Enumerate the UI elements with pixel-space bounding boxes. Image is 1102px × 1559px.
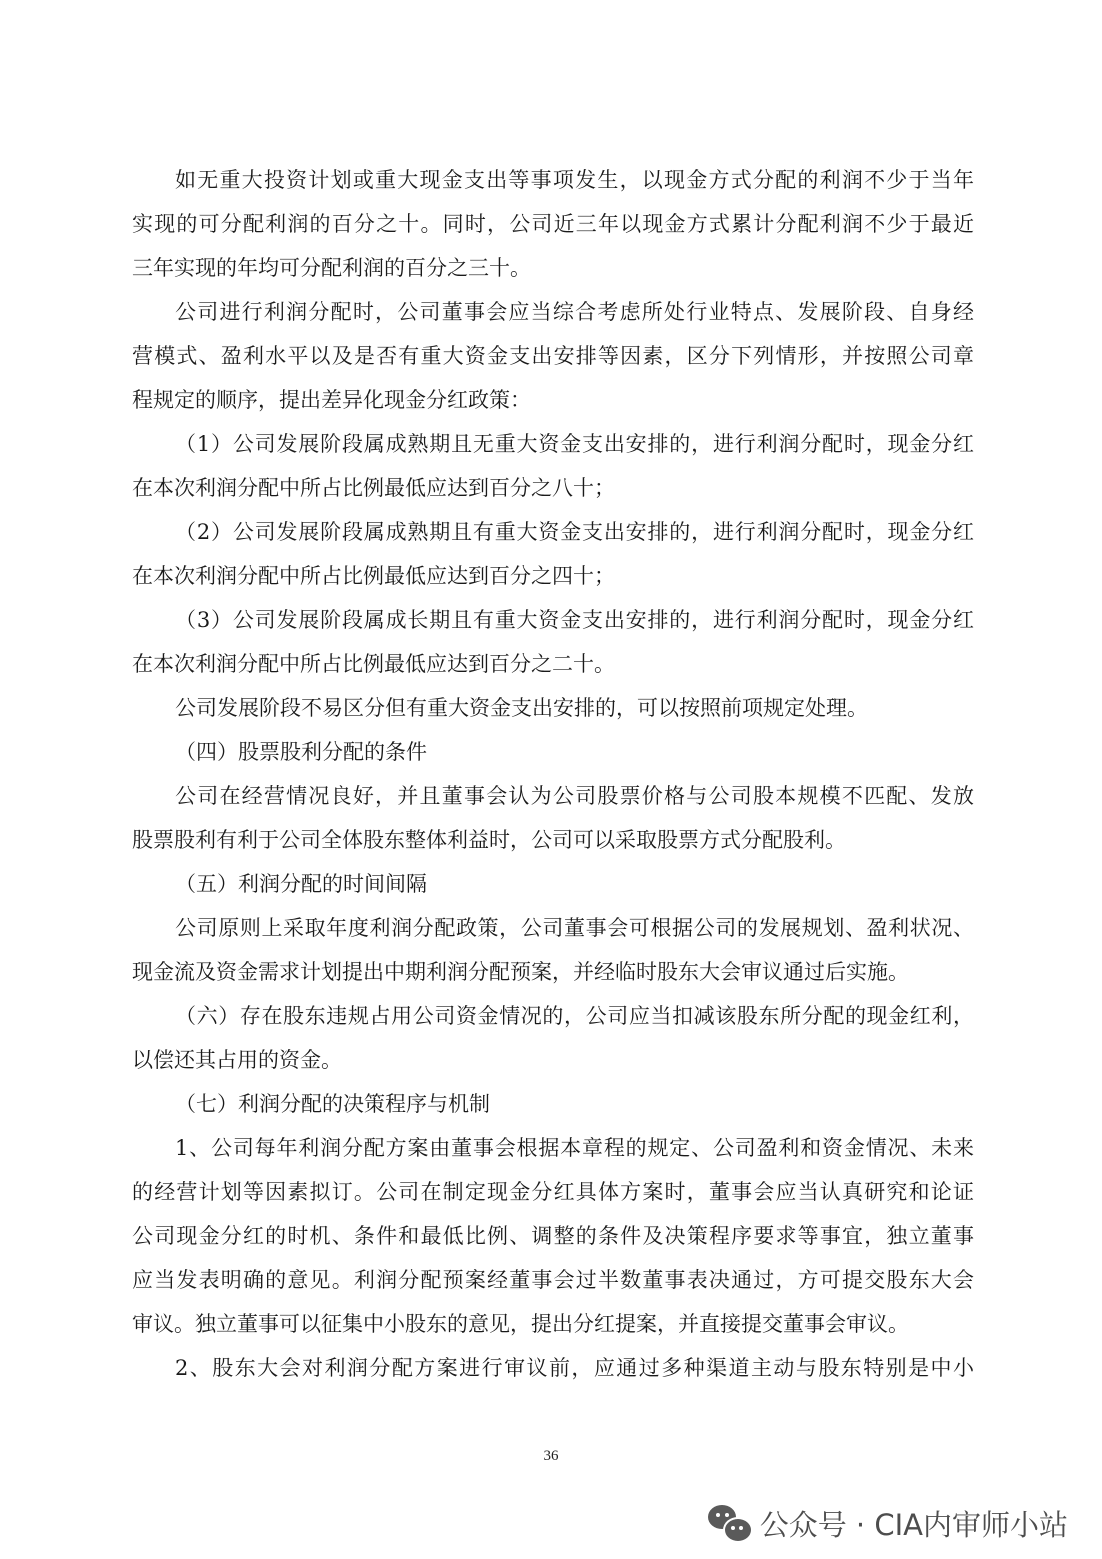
text-line: 程规定的顺序，提出差异化现金分红政策： (132, 388, 531, 412)
paragraph (132, 1126, 974, 1346)
paragraph (132, 1346, 974, 1390)
heading-text: （四）股票股利分配的条件 (175, 740, 427, 764)
section-heading (132, 862, 974, 906)
text-line: 公司现金分红的时机、条件和最低比例、调整的条件及决策程序要求等事宜，独立董事 (132, 1224, 974, 1248)
text-line: 现金流及资金需求计划提出中期利润分配预案，并经临时股东大会审议通过后实施。 (132, 960, 909, 984)
text-line: 应当发表明确的意见。利润分配预案经董事会过半数董事表决通过，方可提交股东大会 (132, 1268, 974, 1292)
paragraph (132, 774, 974, 862)
heading-text: （七）利润分配的决策程序与机制 (175, 1092, 490, 1116)
text-line: 审议。独立董事可以征集中小股东的意见，提出分红提案，并直接提交董事会审议。 (132, 1312, 909, 1336)
paragraph (132, 906, 974, 994)
text-line: 股票股利有利于公司全体股东整体利益时，公司可以采取股票方式分配股利。 (132, 828, 846, 852)
text-line: 在本次利润分配中所占比例最低应达到百分之八十； (132, 476, 615, 500)
text-line: 如无重大投资计划或重大现金支出等事项发生，以现金方式分配的利润不少于当年 (175, 168, 974, 192)
text-line: 公司发展阶段不易区分但有重大资金支出安排的，可以按照前项规定处理。 (175, 696, 868, 720)
text-line: （2）公司发展阶段属成熟期且有重大资金支出安排的，进行利润分配时，现金分红 (175, 520, 974, 544)
paragraph (132, 994, 974, 1082)
page-number: 36 (543, 1448, 559, 1464)
paragraph (132, 510, 974, 598)
text-line: 公司进行利润分配时，公司董事会应当综合考虑所处行业特点、发展阶段、自身经 (175, 300, 974, 324)
text-line: 实现的可分配利润的百分之十。同时，公司近三年以现金方式累计分配利润不少于最近 (132, 212, 974, 236)
text-line: 以偿还其占用的资金。 (132, 1048, 342, 1072)
paragraph (132, 158, 974, 290)
watermark-text: 公众号 · CIA内审师小站 (759, 1507, 1068, 1542)
paragraph (132, 686, 974, 730)
text-line: 三年实现的年均可分配利润的百分之三十。 (132, 256, 531, 280)
text-line: 的经营计划等因素拟订。公司在制定现金分红具体方案时，董事会应当认真研究和论证 (132, 1180, 974, 1204)
text-line: 2、股东大会对利润分配方案进行审议前，应通过多种渠道主动与股东特别是中小 (175, 1356, 974, 1380)
text-line: 1、公司每年利润分配方案由董事会根据本章程的规定、公司盈利和资金情况、未来 (175, 1136, 974, 1160)
heading-text: （五）利润分配的时间间隔 (175, 872, 427, 896)
text-line: （3）公司发展阶段属成长期且有重大资金支出安排的，进行利润分配时，现金分红 (175, 608, 974, 632)
section-heading (132, 730, 974, 774)
text-line: （六）存在股东违规占用公司资金情况的，公司应当扣减该股东所分配的现金红利， (175, 1004, 974, 1028)
document-body (132, 158, 974, 1390)
text-line: （1）公司发展阶段属成熟期且无重大资金支出安排的，进行利润分配时，现金分红 (175, 432, 974, 456)
text-line: 公司在经营情况良好，并且董事会认为公司股票价格与公司股本规模不匹配、发放 (175, 784, 974, 808)
paragraph (132, 290, 974, 422)
text-line: 在本次利润分配中所占比例最低应达到百分之四十； (132, 564, 615, 588)
paragraph (132, 598, 974, 686)
text-line: 公司原则上采取年度利润分配政策，公司董事会可根据公司的发展规划、盈利状况、 (175, 916, 974, 940)
text-line: 营模式、盈利水平以及是否有重大资金支出安排等因素，区分下列情形，并按照公司章 (132, 344, 974, 368)
paragraph (132, 422, 974, 510)
section-heading (132, 1082, 974, 1126)
wechat-icon (708, 1505, 750, 1541)
text-line: 在本次利润分配中所占比例最低应达到百分之二十。 (132, 652, 615, 676)
watermark (708, 1498, 1068, 1548)
